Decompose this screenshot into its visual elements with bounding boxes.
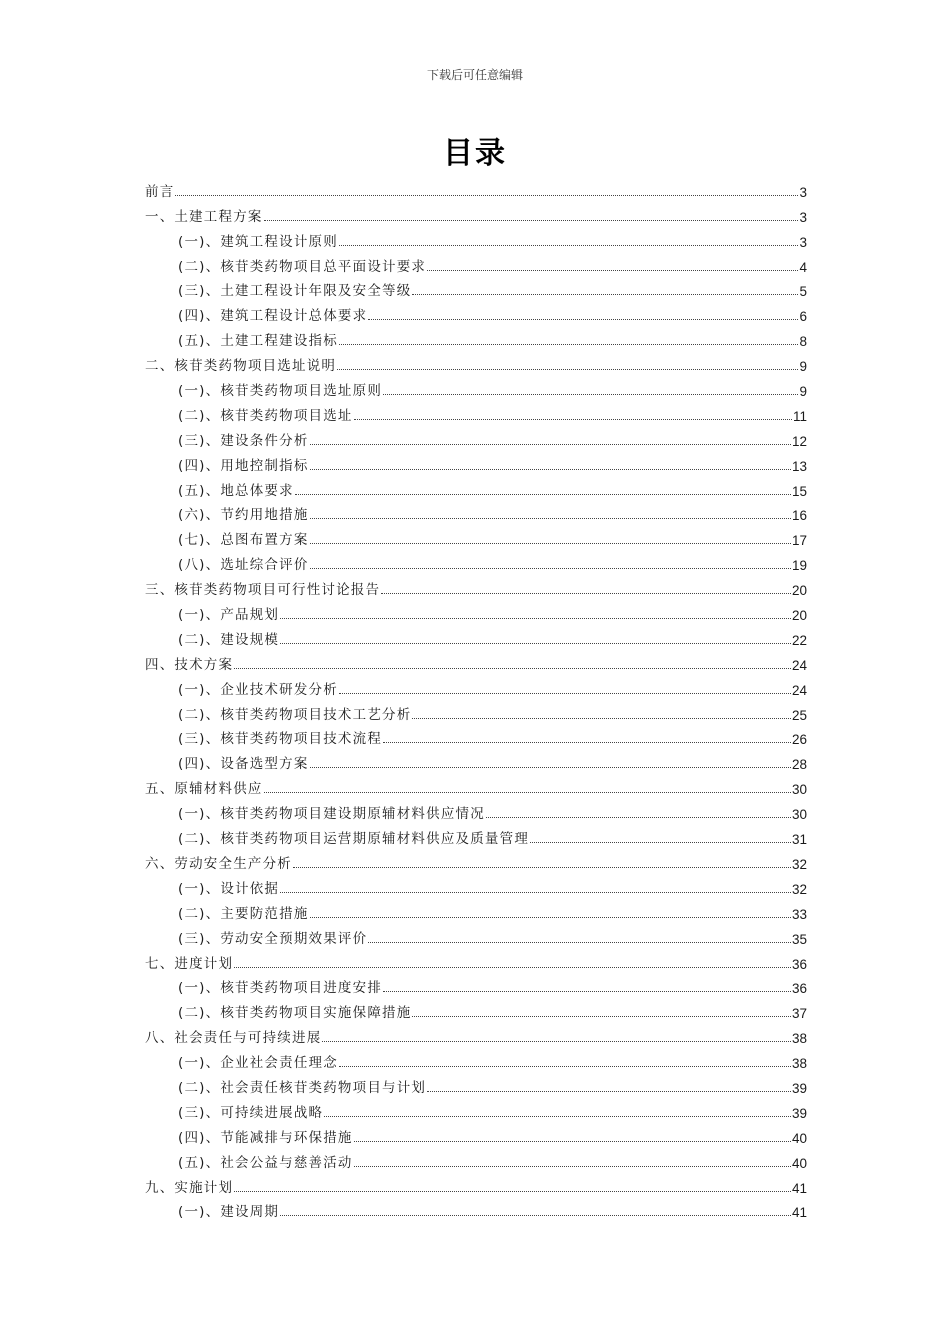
toc-dot-leader <box>337 368 798 370</box>
toc-entry[interactable] <box>145 747 807 772</box>
toc-dot-leader <box>427 1090 791 1092</box>
toc-dot-leader <box>383 741 791 743</box>
toc-entry-text: (一)、核苷类药物项目进度安排 <box>178 980 383 997</box>
toc-entry-page: 30 <box>791 782 807 798</box>
toc-entry[interactable] <box>145 424 807 449</box>
toc-entry-page: 4 <box>799 259 807 275</box>
toc-entry-text: (三)、建设条件分析 <box>178 432 309 449</box>
toc-entry-text: (六)、节约用地措施 <box>178 507 309 524</box>
toc-entry-page: 24 <box>791 682 807 698</box>
toc-entry-text: 五、原辅材料供应 <box>145 781 263 798</box>
toc-entry[interactable] <box>145 275 807 300</box>
toc-entry-page: 30 <box>791 807 807 823</box>
toc-entry-text: (一)、设计依据 <box>178 880 280 897</box>
toc-title: 目录 <box>443 136 507 171</box>
toc-dot-leader <box>280 891 791 893</box>
toc-entry[interactable] <box>145 822 807 847</box>
toc-entry-text: (二)、建设规模 <box>178 631 280 648</box>
toc-entry[interactable] <box>145 723 807 748</box>
toc-entry-text: (二)、核苷类药物项目选址 <box>178 407 353 424</box>
toc-entry-text: (四)、用地控制指标 <box>178 457 309 474</box>
toc-dot-leader <box>412 1015 791 1017</box>
toc-entry[interactable] <box>145 250 807 275</box>
toc-entry-text: 四、技术方案 <box>145 656 234 673</box>
toc-dot-leader <box>280 1214 791 1216</box>
toc-entry-text: (二)、核苷类药物项目实施保障措施 <box>178 1005 412 1022</box>
toc-entry-text: 二、核苷类药物项目选址说明 <box>145 358 337 375</box>
toc-entry-page: 3 <box>799 209 807 225</box>
toc-entry[interactable] <box>145 772 807 797</box>
toc-entry-text: (五)、土建工程建设指标 <box>178 333 338 350</box>
toc-entry-page: 3 <box>799 184 807 200</box>
toc-entry-text: 三、核苷类药物项目可行性讨论报告 <box>145 582 381 599</box>
toc-dot-leader <box>324 1115 791 1117</box>
toc-entry[interactable] <box>145 374 807 399</box>
toc-dot-leader <box>368 318 798 320</box>
toc-dot-leader <box>339 1065 791 1067</box>
toc-entry-page: 9 <box>799 359 807 375</box>
toc-entry[interactable] <box>145 399 807 424</box>
toc-entry-page: 16 <box>791 508 807 524</box>
toc-dot-leader <box>234 667 791 669</box>
toc-dot-leader <box>383 393 798 395</box>
toc-entry-text: (四)、设备选型方案 <box>178 756 309 773</box>
toc-entry-page: 24 <box>791 657 807 673</box>
toc-entry-text: 七、进度计划 <box>145 955 234 972</box>
toc-dot-leader <box>383 990 791 992</box>
toc-entry-text: 六、劳动安全生产分析 <box>145 855 292 872</box>
toc-entry-text: (五)、社会公益与慈善活动 <box>178 1154 353 1171</box>
toc-dot-leader <box>486 816 791 818</box>
toc-entry[interactable] <box>145 947 807 972</box>
toc-entry[interactable] <box>145 548 807 573</box>
toc-entry-page: 17 <box>791 533 807 549</box>
toc-entry-text: (七)、总图布置方案 <box>178 532 309 549</box>
toc-dot-leader <box>368 941 791 943</box>
toc-entry[interactable] <box>145 1196 807 1221</box>
toc-entry[interactable] <box>145 922 807 947</box>
toc-entry-page: 13 <box>791 458 807 474</box>
toc-entry-page: 26 <box>791 732 807 748</box>
toc-dot-leader <box>310 916 791 918</box>
header-note: 下载后可任意编辑 <box>426 68 523 82</box>
toc-entry-page: 5 <box>799 284 807 300</box>
toc-entry-page: 41 <box>791 1180 807 1196</box>
toc-entry-page: 32 <box>791 856 807 872</box>
toc-entry-page: 28 <box>791 757 807 773</box>
toc-dot-leader <box>310 567 791 569</box>
toc-entry-page: 38 <box>791 1031 807 1047</box>
toc-entry[interactable] <box>145 648 807 673</box>
toc-entry-page: 20 <box>791 583 807 599</box>
toc-entry-page: 31 <box>791 832 807 848</box>
toc-entry[interactable] <box>145 872 807 897</box>
toc-entry-text: (八)、选址综合评价 <box>178 557 309 574</box>
toc-entry-page: 3 <box>799 234 807 250</box>
toc-entry-page: 22 <box>791 632 807 648</box>
toc-entry-page: 20 <box>791 608 807 624</box>
toc-entry-text: (五)、地总体要求 <box>178 482 294 499</box>
toc-entry-page: 37 <box>791 1006 807 1022</box>
toc-entry[interactable] <box>145 1071 807 1096</box>
toc-dot-leader <box>427 269 798 271</box>
toc-dot-leader <box>339 343 799 345</box>
toc-entry-text: (二)、主要防范措施 <box>178 905 309 922</box>
toc-entry[interactable] <box>145 474 807 499</box>
toc-entry-text: (三)、可持续进展战略 <box>178 1104 324 1121</box>
toc-dot-leader <box>310 468 791 470</box>
toc-entry-page: 36 <box>791 956 807 972</box>
toc-entry-page: 40 <box>791 1130 807 1146</box>
toc-entry-page: 15 <box>791 483 807 499</box>
toc-entry[interactable] <box>145 499 807 524</box>
toc-dot-leader <box>530 841 791 843</box>
toc-entry[interactable] <box>145 175 807 200</box>
toc-entry[interactable] <box>145 1121 807 1146</box>
toc-entry-text: 八、社会责任与可持续进展 <box>145 1030 322 1047</box>
toc-entry-page: 33 <box>791 906 807 922</box>
toc-entry[interactable] <box>145 200 807 225</box>
toc-entry-text: (三)、劳动安全预期效果评价 <box>178 930 368 947</box>
toc-entry[interactable] <box>145 1171 807 1196</box>
toc-entry[interactable] <box>145 972 807 997</box>
toc-entry[interactable] <box>145 1096 807 1121</box>
toc-entry-page: 12 <box>791 433 807 449</box>
toc-entry[interactable] <box>145 1146 807 1171</box>
toc-entry[interactable] <box>145 349 807 374</box>
toc-dot-leader <box>175 194 798 196</box>
toc-dot-leader <box>280 617 791 619</box>
toc-dot-leader <box>310 542 791 544</box>
toc-dot-leader <box>412 717 791 719</box>
toc-entry-page: 25 <box>791 707 807 723</box>
toc-entry-page: 39 <box>791 1105 807 1121</box>
toc-entry-text: 前言 <box>145 183 175 200</box>
toc-entry-page: 35 <box>791 931 807 947</box>
toc-entry[interactable] <box>145 673 807 698</box>
toc-entry-text: (一)、建筑工程设计原则 <box>178 233 338 250</box>
toc-dot-leader <box>293 866 791 868</box>
toc-entry-text: (二)、核苷类药物项目运营期原辅材料供应及质量管理 <box>178 831 530 848</box>
toc-entry[interactable] <box>145 324 807 349</box>
toc-entry-text: (二)、核苷类药物项目技术工艺分析 <box>178 706 412 723</box>
toc-entry-page: 19 <box>791 558 807 574</box>
toc-entry[interactable] <box>145 225 807 250</box>
toc-dot-leader <box>310 766 791 768</box>
toc-entry-page: 32 <box>791 881 807 897</box>
toc-entry[interactable] <box>145 797 807 822</box>
toc-entry[interactable] <box>145 299 807 324</box>
toc-dot-leader <box>339 244 799 246</box>
toc-dot-leader <box>310 517 791 519</box>
toc-dot-leader <box>280 642 791 644</box>
toc-entry-text: 九、实施计划 <box>145 1179 234 1196</box>
toc-entry[interactable] <box>145 623 807 648</box>
toc-dot-leader <box>354 418 792 420</box>
toc-entry[interactable] <box>145 449 807 474</box>
toc-entry[interactable] <box>145 698 807 723</box>
toc-entry-page: 6 <box>799 309 807 325</box>
toc-dot-leader <box>381 592 791 594</box>
toc-entry-page: 11 <box>792 408 807 424</box>
toc-entry[interactable] <box>145 573 807 598</box>
toc-entry-page: 8 <box>799 334 807 350</box>
toc-entry[interactable] <box>145 523 807 548</box>
toc-dot-leader <box>264 791 791 793</box>
toc-entry-text: (一)、产品规划 <box>178 607 280 624</box>
toc-dot-leader <box>295 493 791 495</box>
toc-dot-leader <box>339 692 791 694</box>
toc-entry[interactable] <box>145 897 807 922</box>
toc-entry[interactable] <box>145 1046 807 1071</box>
toc-entry-text: (二)、核苷类药物项目总平面设计要求 <box>178 258 427 275</box>
toc-dot-leader <box>310 443 791 445</box>
toc-entry-page: 39 <box>791 1080 807 1096</box>
toc-dot-leader <box>234 966 791 968</box>
toc-entry-text: (二)、社会责任核苷类药物项目与计划 <box>178 1079 427 1096</box>
toc-entry-text: (三)、土建工程设计年限及安全等级 <box>178 283 412 300</box>
toc-entry-text: (一)、核苷类药物项目选址原则 <box>178 383 383 400</box>
table-of-contents <box>145 175 807 1220</box>
toc-entry-text: (一)、核苷类药物项目建设期原辅材料供应情况 <box>178 806 485 823</box>
toc-entry-page: 9 <box>799 384 807 400</box>
toc-entry[interactable] <box>145 1021 807 1046</box>
toc-dot-leader <box>322 1040 791 1042</box>
toc-entry-text: (一)、企业社会责任理念 <box>178 1055 338 1072</box>
toc-entry-text: 一、土建工程方案 <box>145 208 263 225</box>
toc-entry-text: (一)、企业技术研发分析 <box>178 681 338 698</box>
toc-entry-page: 38 <box>791 1056 807 1072</box>
toc-entry-page: 40 <box>791 1155 807 1171</box>
toc-entry-text: (四)、建筑工程设计总体要求 <box>178 308 368 325</box>
toc-dot-leader <box>354 1165 791 1167</box>
toc-entry-text: (四)、节能减排与环保措施 <box>178 1129 353 1146</box>
toc-entry-page: 41 <box>791 1205 807 1221</box>
toc-entry-text: (三)、核苷类药物项目技术流程 <box>178 731 383 748</box>
toc-entry[interactable] <box>145 996 807 1021</box>
toc-entry[interactable] <box>145 847 807 872</box>
toc-entry-text: (一)、建设周期 <box>178 1204 280 1221</box>
toc-entry-page: 36 <box>791 981 807 997</box>
toc-dot-leader <box>412 293 798 295</box>
toc-dot-leader <box>264 219 799 221</box>
toc-dot-leader <box>234 1190 791 1192</box>
toc-entry[interactable] <box>145 598 807 623</box>
toc-dot-leader <box>354 1140 791 1142</box>
